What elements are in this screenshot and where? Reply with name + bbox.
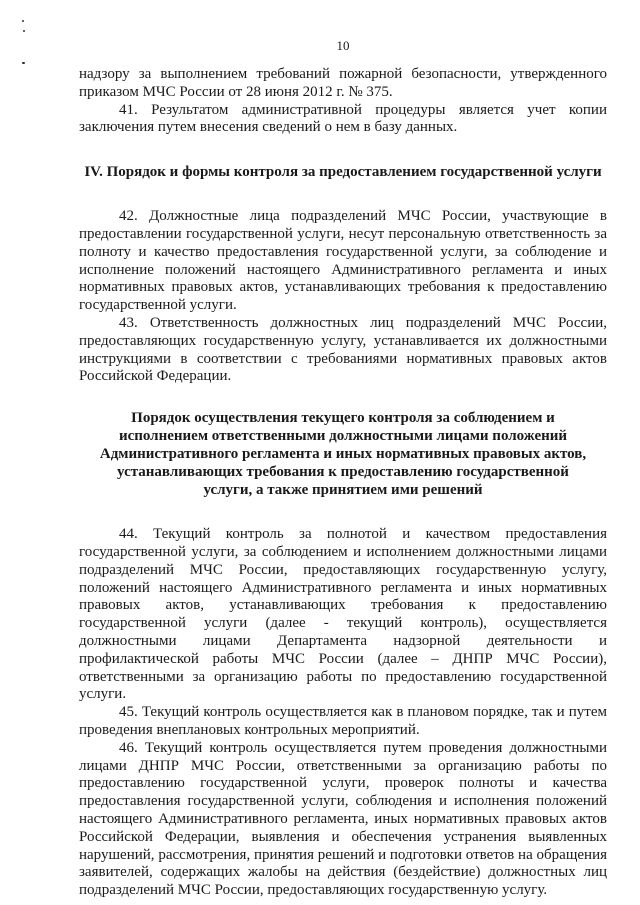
scan-mark-middle: [23, 30, 25, 32]
paragraph-46: 46. Текущий контроль осуществляется путем проведения должностными лицами ДНПР МЧС России, ответственными за организацию работы по предоставлению государственной услуги, проверок полноты и качества предоставления государственной услуги, соблюдения и исполнения положений настоящего Административного регламента, иных нормативных правовых актов Российской Федерации, выявления и обеспечения устранения выявленных нарушений, рассмотрения, принятия решений и подготовки ответов на обращения заявителей, содержащих жалобы на действия (бездействие) должностных лиц подразделений МЧС России, предоставляющих государственную услугу.: [79, 739, 607, 899]
document-page: [79, 0, 607, 905]
paragraph-45: 45. Текущий контроль осуществляется как в плановом порядке, так и путем проведения внеплановых контрольных мероприятий.: [79, 704, 607, 738]
scan-mark-lower: [22, 62, 25, 64]
document-content: [79, 66, 607, 900]
paragraph-44: 44. Текущий контроль за полнотой и качеством предоставления государственной услуги, за соблюдением и исполнением должностными лицами подразделений МЧС России, предоставляющих государственную услугу, положений настоящего Административного регламента и иных нормативных правовых актов, устанавливающих требования к предоставлению государственной услуги (далее - текущий контроль), осуществляется должностными лицами Департамента надзорной деятельности и профилактической работы МЧС России (далее – ДНПР МЧС России), ответственными за организацию работы по предоставлению государственной услуги.: [79, 526, 607, 703]
paragraph-41: 41. Результатом административной процедуры является учет копии заключения путем внесения сведений о нем в базу данных.: [79, 101, 607, 136]
scan-mark-top: [22, 20, 24, 22]
section-iv-title: IV. Порядок и формы контроля за предоставлением государственной услуги: [84, 164, 602, 181]
current-control-title: Порядок осуществления текущего контроля за соблюдением и исполнением ответственными должностными лицами положений Административного регламента и иных нормативных правовых актов, устанавливающих требования к предоставлению государственной услуги, а также принятием ими решений: [99, 410, 587, 499]
paragraph-42: 42. Должностные лица подразделений МЧС России, участвующие в предоставлении государственной услуги, несут персональную ответственность за полноту и качество предоставления государственной услуги, за соблюдение и исполнение положений настоящего Административного регламента и иных нормативных правовых актов, устанавливающих требования к предоставлению государственной услуги.: [79, 208, 607, 314]
page-number: 10: [336, 38, 350, 53]
paragraph-40-continuation: надзору за выполнением требований пожарной безопасности, утвержденного приказом МЧС России от 28 июня 2012 г. № 375.: [79, 66, 607, 100]
paragraph-43: 43. Ответственность должностных лиц подразделений МЧС России, предоставляющих государственную услугу, устанавливается их должностными инструкциями в соответствии с требованиями нормативных правовых актов Российской Федерации.: [79, 314, 607, 385]
